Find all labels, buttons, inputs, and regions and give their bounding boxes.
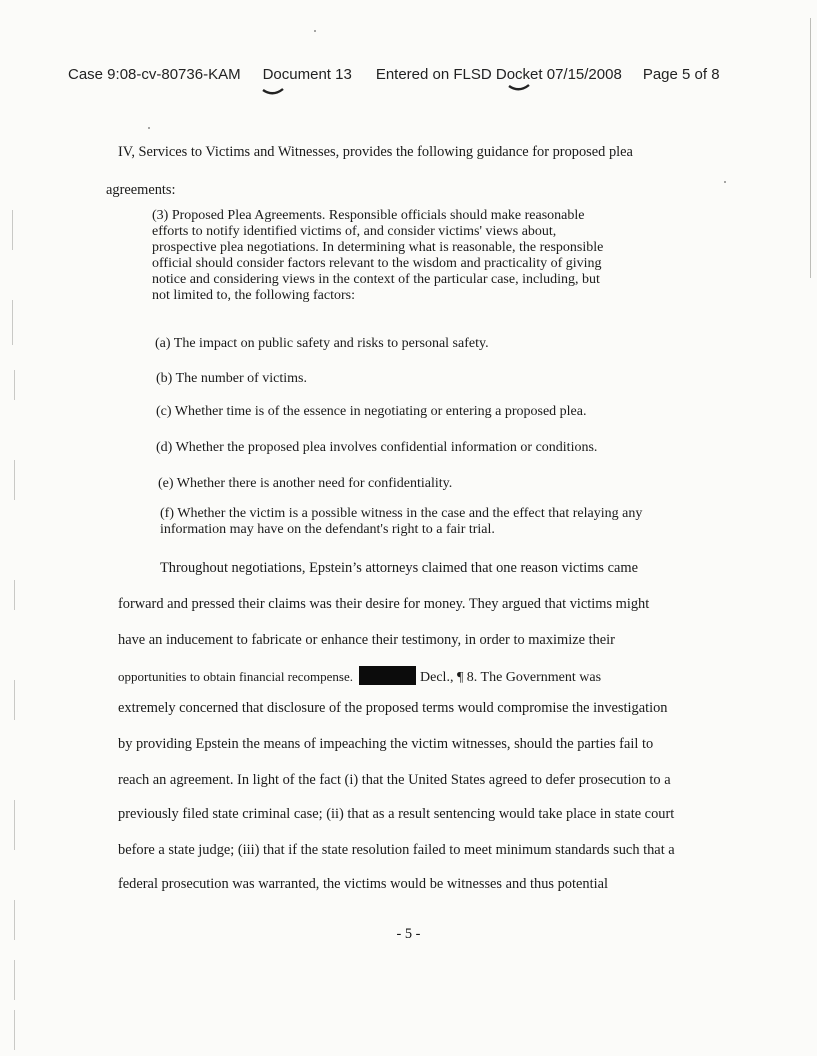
scan-margin-mark: [14, 960, 15, 1000]
factor-f: [160, 506, 720, 538]
quote-line: (3) Proposed Plea Agreements. Responsible officials should make reasonable: [152, 208, 585, 223]
body-line: before a state judge; (iii) that if the state resolution failed to meet minimum standards such that a: [118, 842, 675, 858]
body-line: forward and pressed their claims was their desire for money. They argued that victims might: [118, 596, 650, 612]
body-line: previously filed state criminal case; (ii) that as a result sentencing would take place in state court: [118, 806, 675, 822]
scan-margin-mark: [12, 210, 13, 250]
scan-margin-mark: [14, 460, 15, 500]
scan-margin-mark: [14, 800, 15, 850]
body-line: federal prosecution was warranted, the victims would be witnesses and thus potential: [118, 876, 608, 892]
scan-margin-mark: [12, 300, 13, 345]
entered-on-docket: Entered on FLSD Docket 07/15/2008: [375, 66, 622, 83]
scan-margin-mark: [14, 370, 15, 400]
quote-paragraph: [152, 208, 672, 304]
factor-e: (e) Whether there is another need for confidentiality.: [158, 476, 453, 491]
intro-line: IV, Services to Victims and Witnesses, provides the following guidance for proposed plea: [118, 144, 633, 160]
body-line: reach an agreement. In light of the fact (i) that the United States agreed to defer prosecution to a: [118, 772, 671, 788]
quote-line: efforts to notify identified victims of, and consider victims' views about,: [152, 224, 557, 239]
factor-d: (d) Whether the proposed plea involves confidential information or conditions.: [156, 440, 598, 455]
factor-b: (b) The number of victims.: [156, 371, 307, 386]
redaction-block: [359, 666, 416, 685]
quote-line: prospective plea negotiations. In determining what is reasonable, the responsible: [152, 240, 604, 255]
factor-a: (a) The impact on public safety and risks to personal safety.: [155, 336, 489, 351]
scan-speck: [314, 30, 316, 32]
body-line: by providing Epstein the means of impeaching the victim witnesses, should the parties fail to: [118, 736, 654, 752]
stamp-tick-mark: [262, 88, 284, 96]
quote-line: official should consider factors relevant to the wisdom and practicality of giving: [152, 256, 602, 271]
scan-margin-mark: [14, 580, 15, 610]
document-number: Document 13: [262, 66, 352, 83]
stamp-tick-mark: [508, 84, 530, 92]
quote-line: (f) Whether the victim is a possible witness in the case and the effect that relaying any: [160, 506, 643, 521]
quote-line: information may have on the defendant's right to a fair trial.: [160, 522, 495, 537]
body-line: Throughout negotiations, Epstein’s attorneys claimed that one reason victims came: [160, 560, 638, 576]
quote-line: not limited to, the following factors:: [152, 288, 355, 303]
scan-edge-line: [810, 18, 811, 278]
scan-margin-mark: [14, 1010, 15, 1050]
body-line: have an inducement to fabricate or enhance their testimony, in order to maximize their: [118, 632, 615, 648]
page-count: Page 5 of 8: [642, 66, 720, 83]
docket-header: [68, 58, 727, 83]
redaction-before-text: opportunities to obtain financial recompense.: [118, 669, 354, 684]
intro-line: agreements:: [106, 182, 176, 198]
page-number: - 5 -: [396, 926, 421, 942]
body-line-redacted: [118, 666, 601, 686]
redaction-after-text: Decl., ¶ 8. The Government was: [420, 670, 602, 685]
quote-line: notice and considering views in the context of the particular case, including, but: [152, 272, 600, 287]
case-number: Case 9:08-cv-80736-KAM: [68, 66, 241, 83]
factor-c: (c) Whether time is of the essence in negotiating or entering a proposed plea.: [156, 404, 587, 419]
body-line: extremely concerned that disclosure of the proposed terms would compromise the investigation: [118, 700, 668, 716]
scan-speck: [148, 127, 150, 129]
scan-speck: [724, 181, 726, 183]
scan-margin-mark: [14, 680, 15, 720]
